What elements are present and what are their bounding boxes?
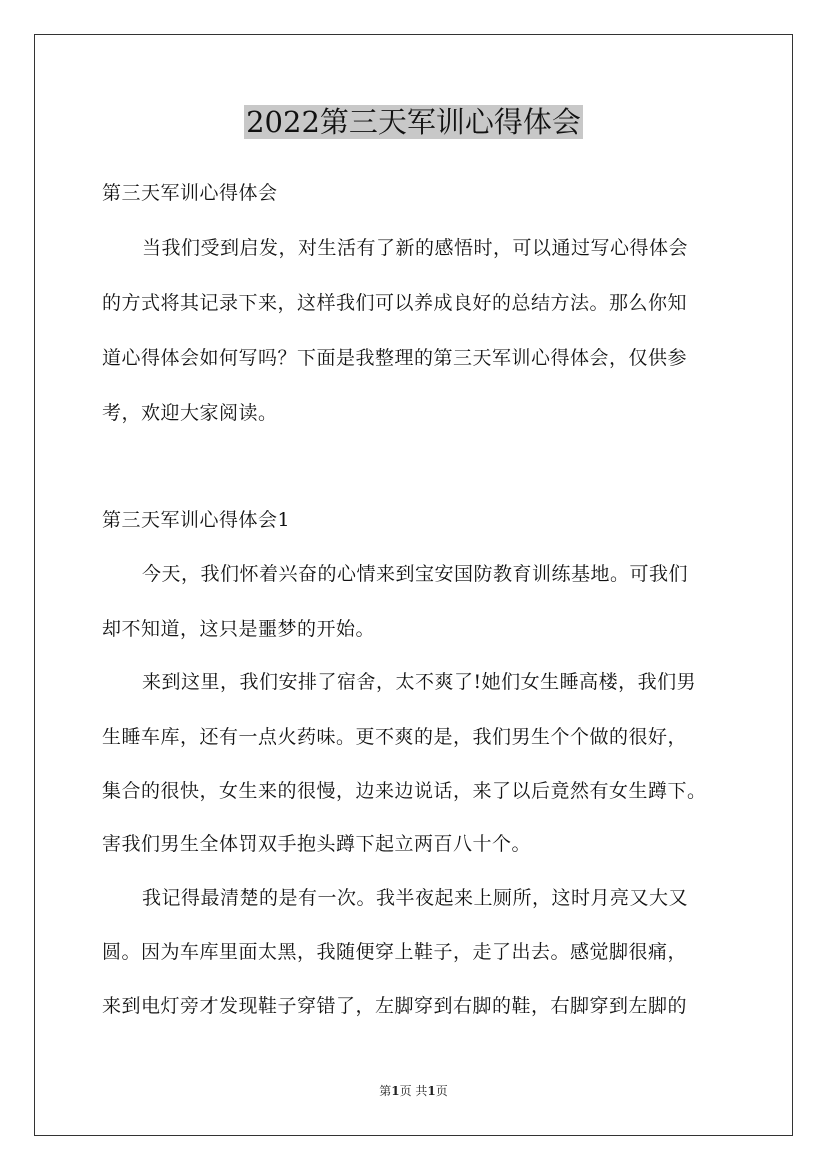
paragraph-line: 今天，我们怀着兴奋的心情来到宝安国防教育训练基地。可我们: [142, 563, 689, 585]
footer-middle: 页 共: [399, 1084, 428, 1098]
paragraph-line: 却不知道，这只是噩梦的开始。: [102, 618, 376, 640]
subtitle: 第三天军训心得体会: [102, 182, 278, 204]
footer-total-pages: 1: [427, 1084, 436, 1098]
intro-line: 的方式将其记录下来，这样我们可以养成良好的总结方法。那么你知: [102, 292, 688, 314]
page-footer: [0, 1082, 827, 1099]
paragraph-line: 害我们男生全体罚双手抱头蹲下起立两百八十个。: [102, 833, 532, 855]
document-title-text: 2022第三天军训心得体会: [246, 105, 581, 139]
document-title: [0, 100, 827, 144]
paragraph-line: 来到电灯旁才发现鞋子穿错了，左脚穿到右脚的鞋，右脚穿到左脚的: [102, 995, 688, 1017]
paragraph-line: 圆。因为车库里面太黑，我随便穿上鞋子，走了出去。感觉脚很痛，: [102, 941, 688, 963]
footer-prefix: 第: [379, 1084, 392, 1098]
paragraph-line: 生睡车库，还有一点火药味。更不爽的是，我们男生个个做的很好，: [102, 726, 688, 748]
paragraph-line: 来到这里，我们安排了宿舍，太不爽了!她们女生睡高楼，我们男: [142, 671, 697, 693]
intro-line: 道心得体会如何写吗？下面是我整理的第三天军训心得体会，仅供参: [102, 347, 688, 369]
footer-page-number: 1: [391, 1084, 400, 1098]
paragraph-line: 集合的很快，女生来的很慢，边来边说话，来了以后竟然有女生蹲下。: [102, 780, 707, 802]
intro-line: 当我们受到启发，对生活有了新的感悟时，可以通过写心得体会: [142, 237, 689, 259]
section-heading: 第三天军训心得体会1: [102, 509, 291, 531]
footer-suffix: 页: [435, 1084, 448, 1098]
paragraph-line: 我记得最清楚的是有一次。我半夜起来上厕所，这时月亮又大又: [142, 887, 689, 909]
intro-line: 考，欢迎大家阅读。: [102, 402, 278, 424]
